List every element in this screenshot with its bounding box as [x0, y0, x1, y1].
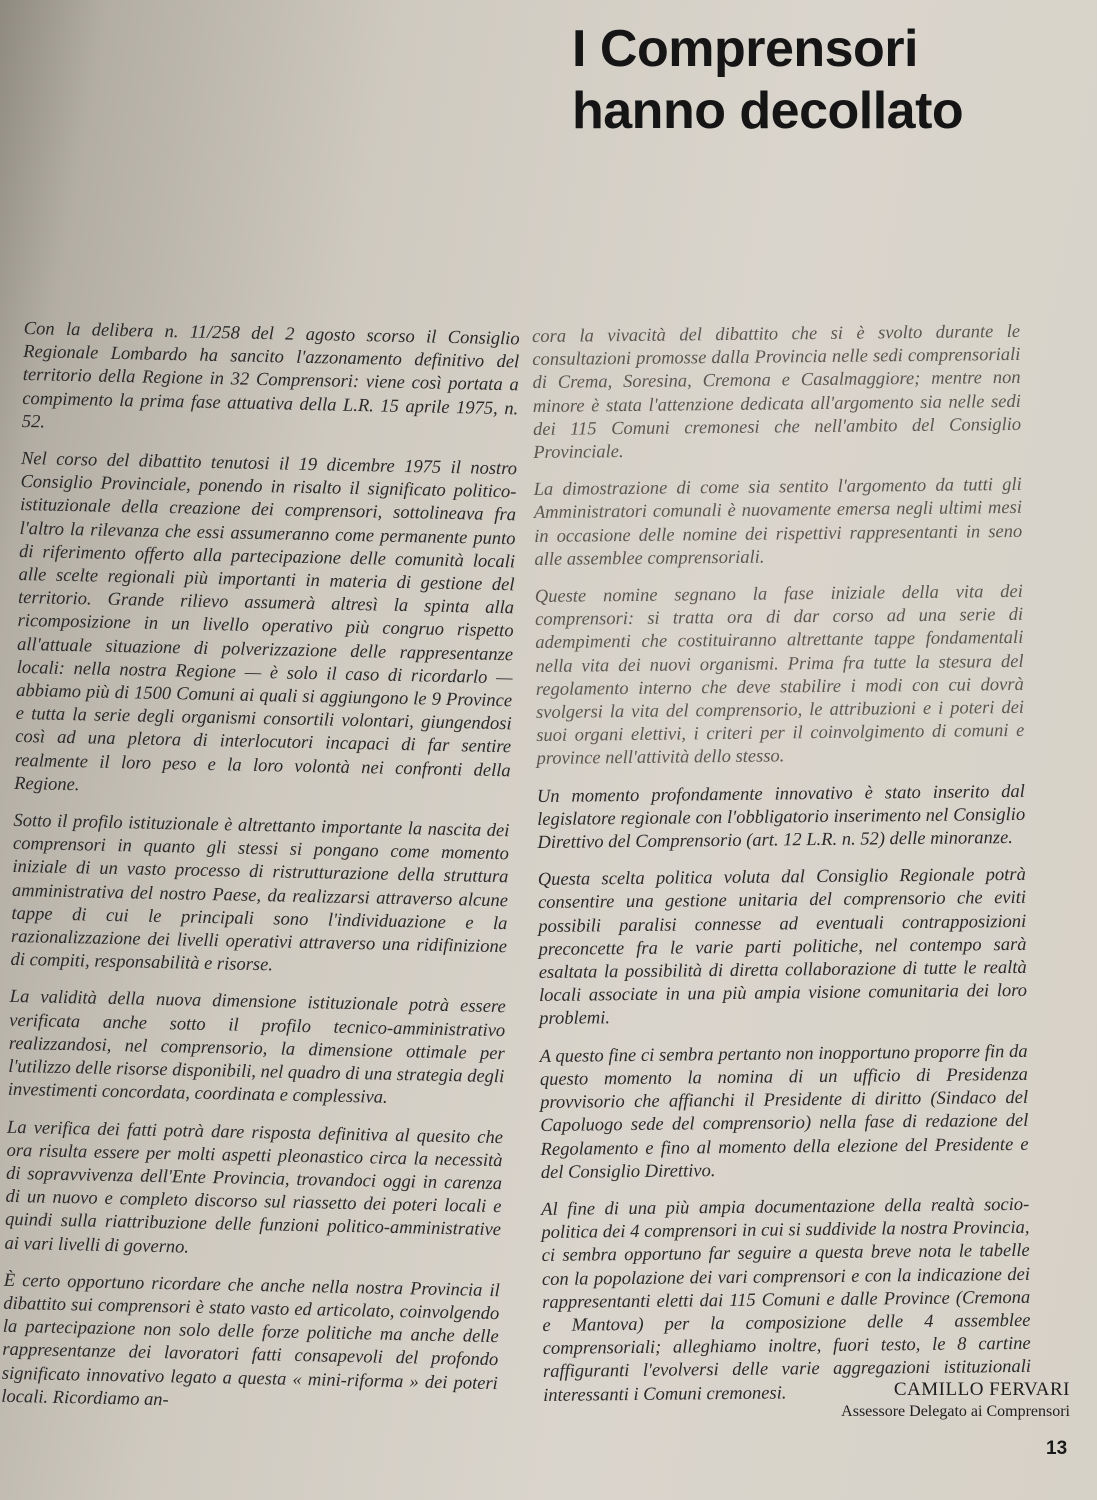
right-text-column [532, 321, 1031, 1422]
page-number: 13 [1046, 1438, 1068, 1459]
paragraph: A questo fine ci sembra pertanto non inopportuno proporre fin da questo momento la nomina di un ufficio di Presidenza provvisorio che affianchi il Presidente di diritto (Sindaco del Capoluogo sede del comprensorio) nella fase di redazione del Regolamento e fino al momento della elezione del Presidente e del Consiglio Direttivo. [539, 1041, 1029, 1183]
paragraph: Sotto il profilo istituzionale è altrettanto importante la nascita dei comprensori in quanto gli stessi si pongano come momento iniziale di un vasto processo di ristrutturazione della struttura amministrativa del nostro Paese, da realizzarsi attraverso alcune tappe di cui le principali sono l'individuazione e la razionalizzazione dei livelli operativi attraverso una ridifinizione di compiti, responsabilità e risorse. [10, 810, 510, 976]
paragraph: Al fine di una più ampia documentazione della realtà socio-politica dei 4 comprensori in cui si suddivide la nostra Provincia, ci sembra opportuno far seguire a questa breve nota le tabelle con la popolazione dei vari comprensori e con la indicazione dei rappresentanti eletti dai 115 Comuni e dalle Province (Cremona e Mantova) per la composizione delle 4 assemblee comprensoriali; alleghiamo inoltre, fuori testo, le 8 cartine raffiguranti l'evolversi delle varie aggregazioni istituzionali interessanti i Comuni cremonesi. [541, 1194, 1032, 1406]
paragraph: Un momento profondamente innovativo è stato inserito dal legislatore regionale con l'obbligatorio inserimento nel Consiglio Direttivo del Comprensorio (art. 12 L.R. n. 52) delle minoranze. [536, 781, 1026, 854]
author-name: CAMILLO FERVARI [893, 1379, 1070, 1400]
left-text-column [1, 318, 520, 1433]
paragraph: La dimostrazione di come sia sentito l'argomento da tutti gli Amministratori comunali è nuovamente emersa negli ultimi mesi in occasione delle nomine dei rispettivi rappresentanti in seno alle assemblee comprensoriali. [533, 475, 1023, 570]
paragraph: È certo opportuno ricordare che anche nella nostra Provincia il dibattito sui comprensori è stato vasto ed articolato, coinvolgendo la partecipazione non solo delle forze politiche ma anche delle rappresentanze dei lavoratori fatti consapevoli del profondo significato innovativo legato a questa « mini-riforma » dei poteri locali. Ricordiamo an- [1, 1270, 500, 1411]
paragraph: Questa scelta politica voluta dal Consiglio Regionale potrà consentire una gestione unitaria del comprensorio che eviti possibili paralisi connesse ad eventuali contrapposizioni preconcette fra le varie parti politiche, nel contempo sarà esaltata la possibilità di diretta collaborazione di tutte le realtà locali associate in una più ampia visione comunitaria dei loro problemi. [537, 865, 1028, 1030]
paragraph: La verifica dei fatti potrà dare risposta definitiva al quesito che ora risulta essere per molti aspetti pleonastico circa la necessità di sopravvivenza dell'Ente Provincia, trovandoci oggi in carenza di un nuovo e completo discorso sul riassetto dei poteri locali e quindi sulla riattribuzione delle funzioni politico-amministrative ai vari livelli di governo. [4, 1117, 504, 1258]
paragraph: Nel corso del dibattito tenutosi il 19 dicembre 1975 il nostro Consiglio Provinciale, ponendo in risalto il significato politico-istituzionale della creazione dei comprensori, sottolineava fra l'altro la rilevanza che essi assumeranno come permanente punto di riferimento offerto alla partecipazione delle comunità locali alle scelte regionali più importanti in materia di gestione del territorio. Grande rilievo assumerà altresì la spinta alla ricomposizione in un livello operativo più congruo rispetto all'attuale situazione di polverizzazione delle rappresentanze locali: nella nostra Regione — è solo il caso di ricordarlo — abbiamo più di 1500 Comuni ai quali si aggiungono le 9 Province e tutta la serie degli organismi consortili volontari, giungendosi così ad una pletora di interlocutori incapaci di far sentire realmente il loro peso e la loro volontà nei confronti della Regione. [14, 448, 518, 796]
paragraph: cora la vivacità del dibattito che si è svolto durante le consultazioni promosse dalla Provincia nelle sedi comprensoriali di Crema, Soresina, Cremona e Casalmaggiore; mentre non minore è stata l'attenzione dedicata all'argomento sia nelle sedi dei 115 Comuni cremonesi che nell'ambito del Consiglio Provinciale. [532, 321, 1022, 464]
article-title-line-1: I Comprensori [572, 20, 918, 78]
author-signature [780, 1378, 1070, 1422]
article-title [572, 18, 1072, 142]
paragraph: Con la delibera n. 11/258 del 2 agosto scorso il Consiglio Regionale Lombardo ha sancito l'azzonamento definitivo del territorio della Regione in 32 Comprensori: viene così portata a compimento la prima fase attuativa della L.R. 15 aprile 1975, n. 52. [21, 318, 520, 433]
author-role: Assessore Delegato ai Comprensori [841, 1403, 1070, 1420]
paragraph: Queste nomine segnano la fase iniziale della vita dei comprensori: si tratta ora di dar corso ad una serie di adempimenti che costituiranno altrettante tappe fondamentali nella vita dei nuovi organismi. Prima fra tutte la stesura del regolamento interno che deve stabilire i modi con cui dovrà svolgersi la vita del comprensorio, le attribuzioni e i poteri dei suoi organi elettivi, i criteri per il coinvolgimento di comuni e province nell'attività dello stesso. [534, 581, 1025, 770]
article-title-line-2: hanno decollato [572, 82, 964, 140]
paragraph: La validità della nuova dimensione istituzionale potrà essere verificata anche sotto il profilo tecnico-amministrativo realizzandosi, nel comprensorio, la dimensione ottimale per l'utilizzo delle risorse disponibili, nel quadro di una strategia degli investimenti concordata, coordinata e complessiva. [7, 987, 506, 1109]
